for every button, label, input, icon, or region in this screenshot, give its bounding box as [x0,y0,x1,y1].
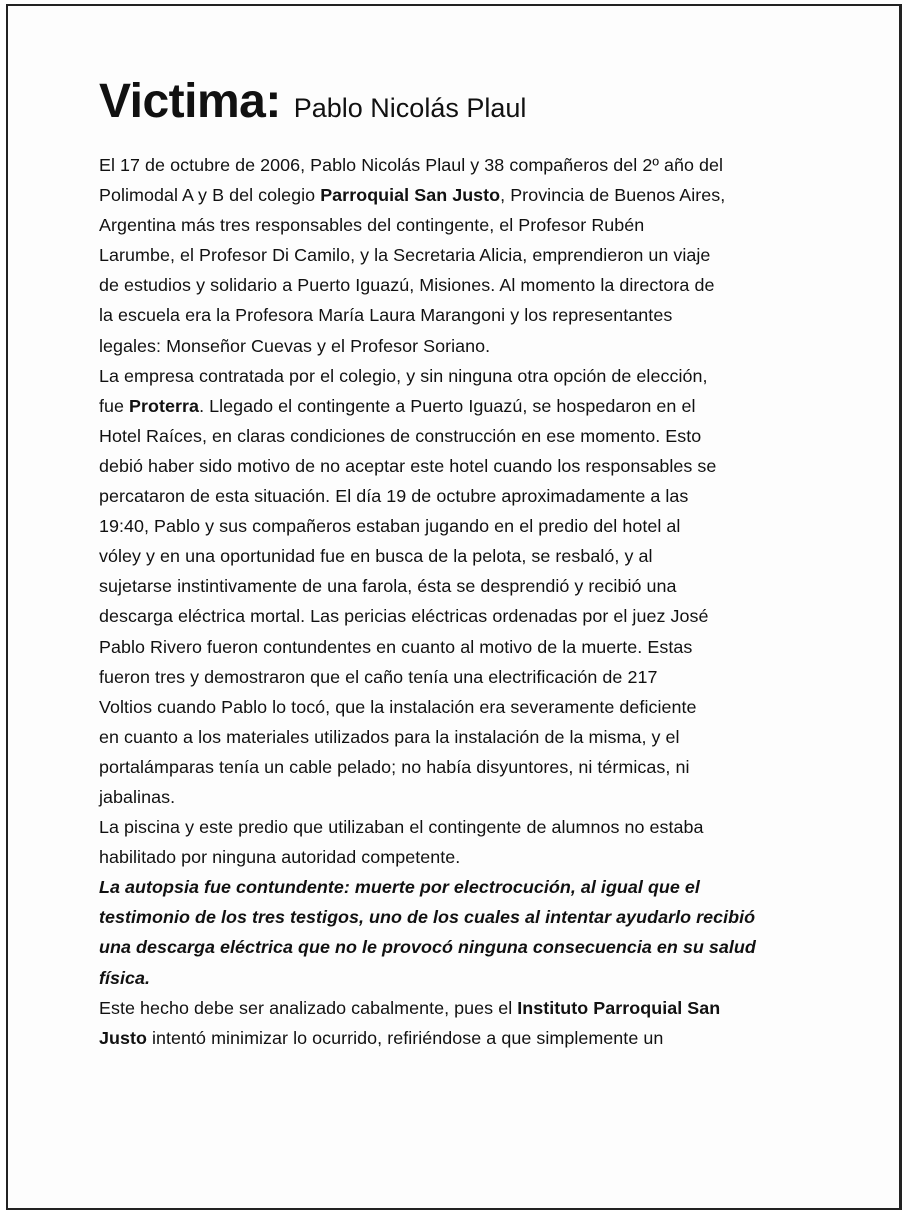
text-line: física. [99,967,151,988]
text-line: Hotel Raíces, en claras condiciones de construcción en ese momento. Esto [99,425,702,446]
text-line: Larumbe, el Profesor Di Camilo, y la Secretaria Alicia, emprendieron un viaje [99,245,711,266]
paragraph-accident [99,361,821,812]
institute-name: Instituto Parroquial San [517,997,721,1018]
institute-name-cont: Justo [99,1027,147,1048]
text-line: La piscina y este predio que utilizaban el contingente de alumnos no estaba [99,817,704,838]
text-line [99,1023,821,1053]
text-line: jabalinas. [99,786,176,807]
text-line: percataron de esta situación. El día 19 de octubre aproximadamente a las [99,486,689,507]
text-line: debió haber sido motivo de no aceptar este hotel cuando los responsables se [99,455,717,476]
company-name: Proterra [129,395,200,416]
text-run: fue [99,395,130,416]
body-text [99,150,821,1053]
text-run: Este hecho debe ser analizado cabalmente, pues el [99,997,518,1018]
text-run: . Llegado el contingente a Puerto Iguazú, se hospedaron en el [199,395,696,416]
title-label: Victima: [99,75,281,128]
text-line: 19:40, Pablo y sus compañeros estaban jugando en el predio del hotel al [99,516,681,537]
text-line: una descarga eléctrica que no le provocó ninguna consecuencia en su salud [99,937,756,958]
paragraph-pool [99,812,821,872]
text-line [99,180,821,210]
text-line: Voltios cuando Pablo lo tocó, que la instalación era severamente deficiente [99,696,697,717]
text-line: en cuanto a los materiales utilizados para la instalación de la misma, y el [99,726,680,747]
text-line: La empresa contratada por el colegio, y sin ninguna otra opción de elección, [99,365,708,386]
text-line: El 17 de octubre de 2006, Pablo Nicolás Plaul y 38 compañeros del 2º año del [99,155,723,175]
document-page [6,4,902,1210]
school-name: Parroquial San Justo [320,185,501,206]
text-line: legales: Monseñor Cuevas y el Profesor Soriano. [99,335,491,356]
paragraph-trip [99,150,821,361]
text-line: habilitado por ninguna autoridad competente. [99,847,461,868]
text-run: Polimodal A y B del colegio [99,185,321,206]
text-line: Argentina más tres responsables del contingente, el Profesor Rubén [99,215,645,236]
text-run: intentó minimizar lo ocurrido, refiriéndose a que simplemente un [146,1027,664,1048]
text-line: portalámparas tenía un cable pelado; no había disyuntores, ni térmicas, ni [99,756,690,777]
text-line [99,993,821,1023]
text-line: descarga eléctrica mortal. Las pericias eléctricas ordenadas por el juez José [99,606,709,627]
text-line [99,391,821,421]
text-line: fueron tres y demostraron que el caño tenía una electrificación de 217 [99,666,658,687]
page-title [99,75,821,128]
text-line: La autopsia fue contundente: muerte por electrocución, al igual que el [99,877,700,898]
paragraph-autopsy [99,872,821,992]
victim-name: Pablo Nicolás Plaul [293,93,527,123]
text-line: vóley y en una oportunidad fue en busca de la pelota, se resbaló, y al [99,546,653,567]
text-line: sujetarse instintivamente de una farola, ésta se desprendió y recibió una [99,576,677,597]
document-content [99,75,821,1053]
text-line: de estudios y solidario a Puerto Iguazú, Misiones. Al momento la directora de [99,275,715,296]
paragraph-analysis [99,993,821,1053]
text-line: la escuela era la Profesora María Laura Marangoni y los representantes [99,305,673,326]
text-run: , Provincia de Buenos Aires, [500,185,726,206]
text-line: Pablo Rivero fueron contundentes en cuanto al motivo de la muerte. Estas [99,636,693,657]
text-line: testimonio de los tres testigos, uno de los cuales al intentar ayudarlo recibió [99,907,756,928]
